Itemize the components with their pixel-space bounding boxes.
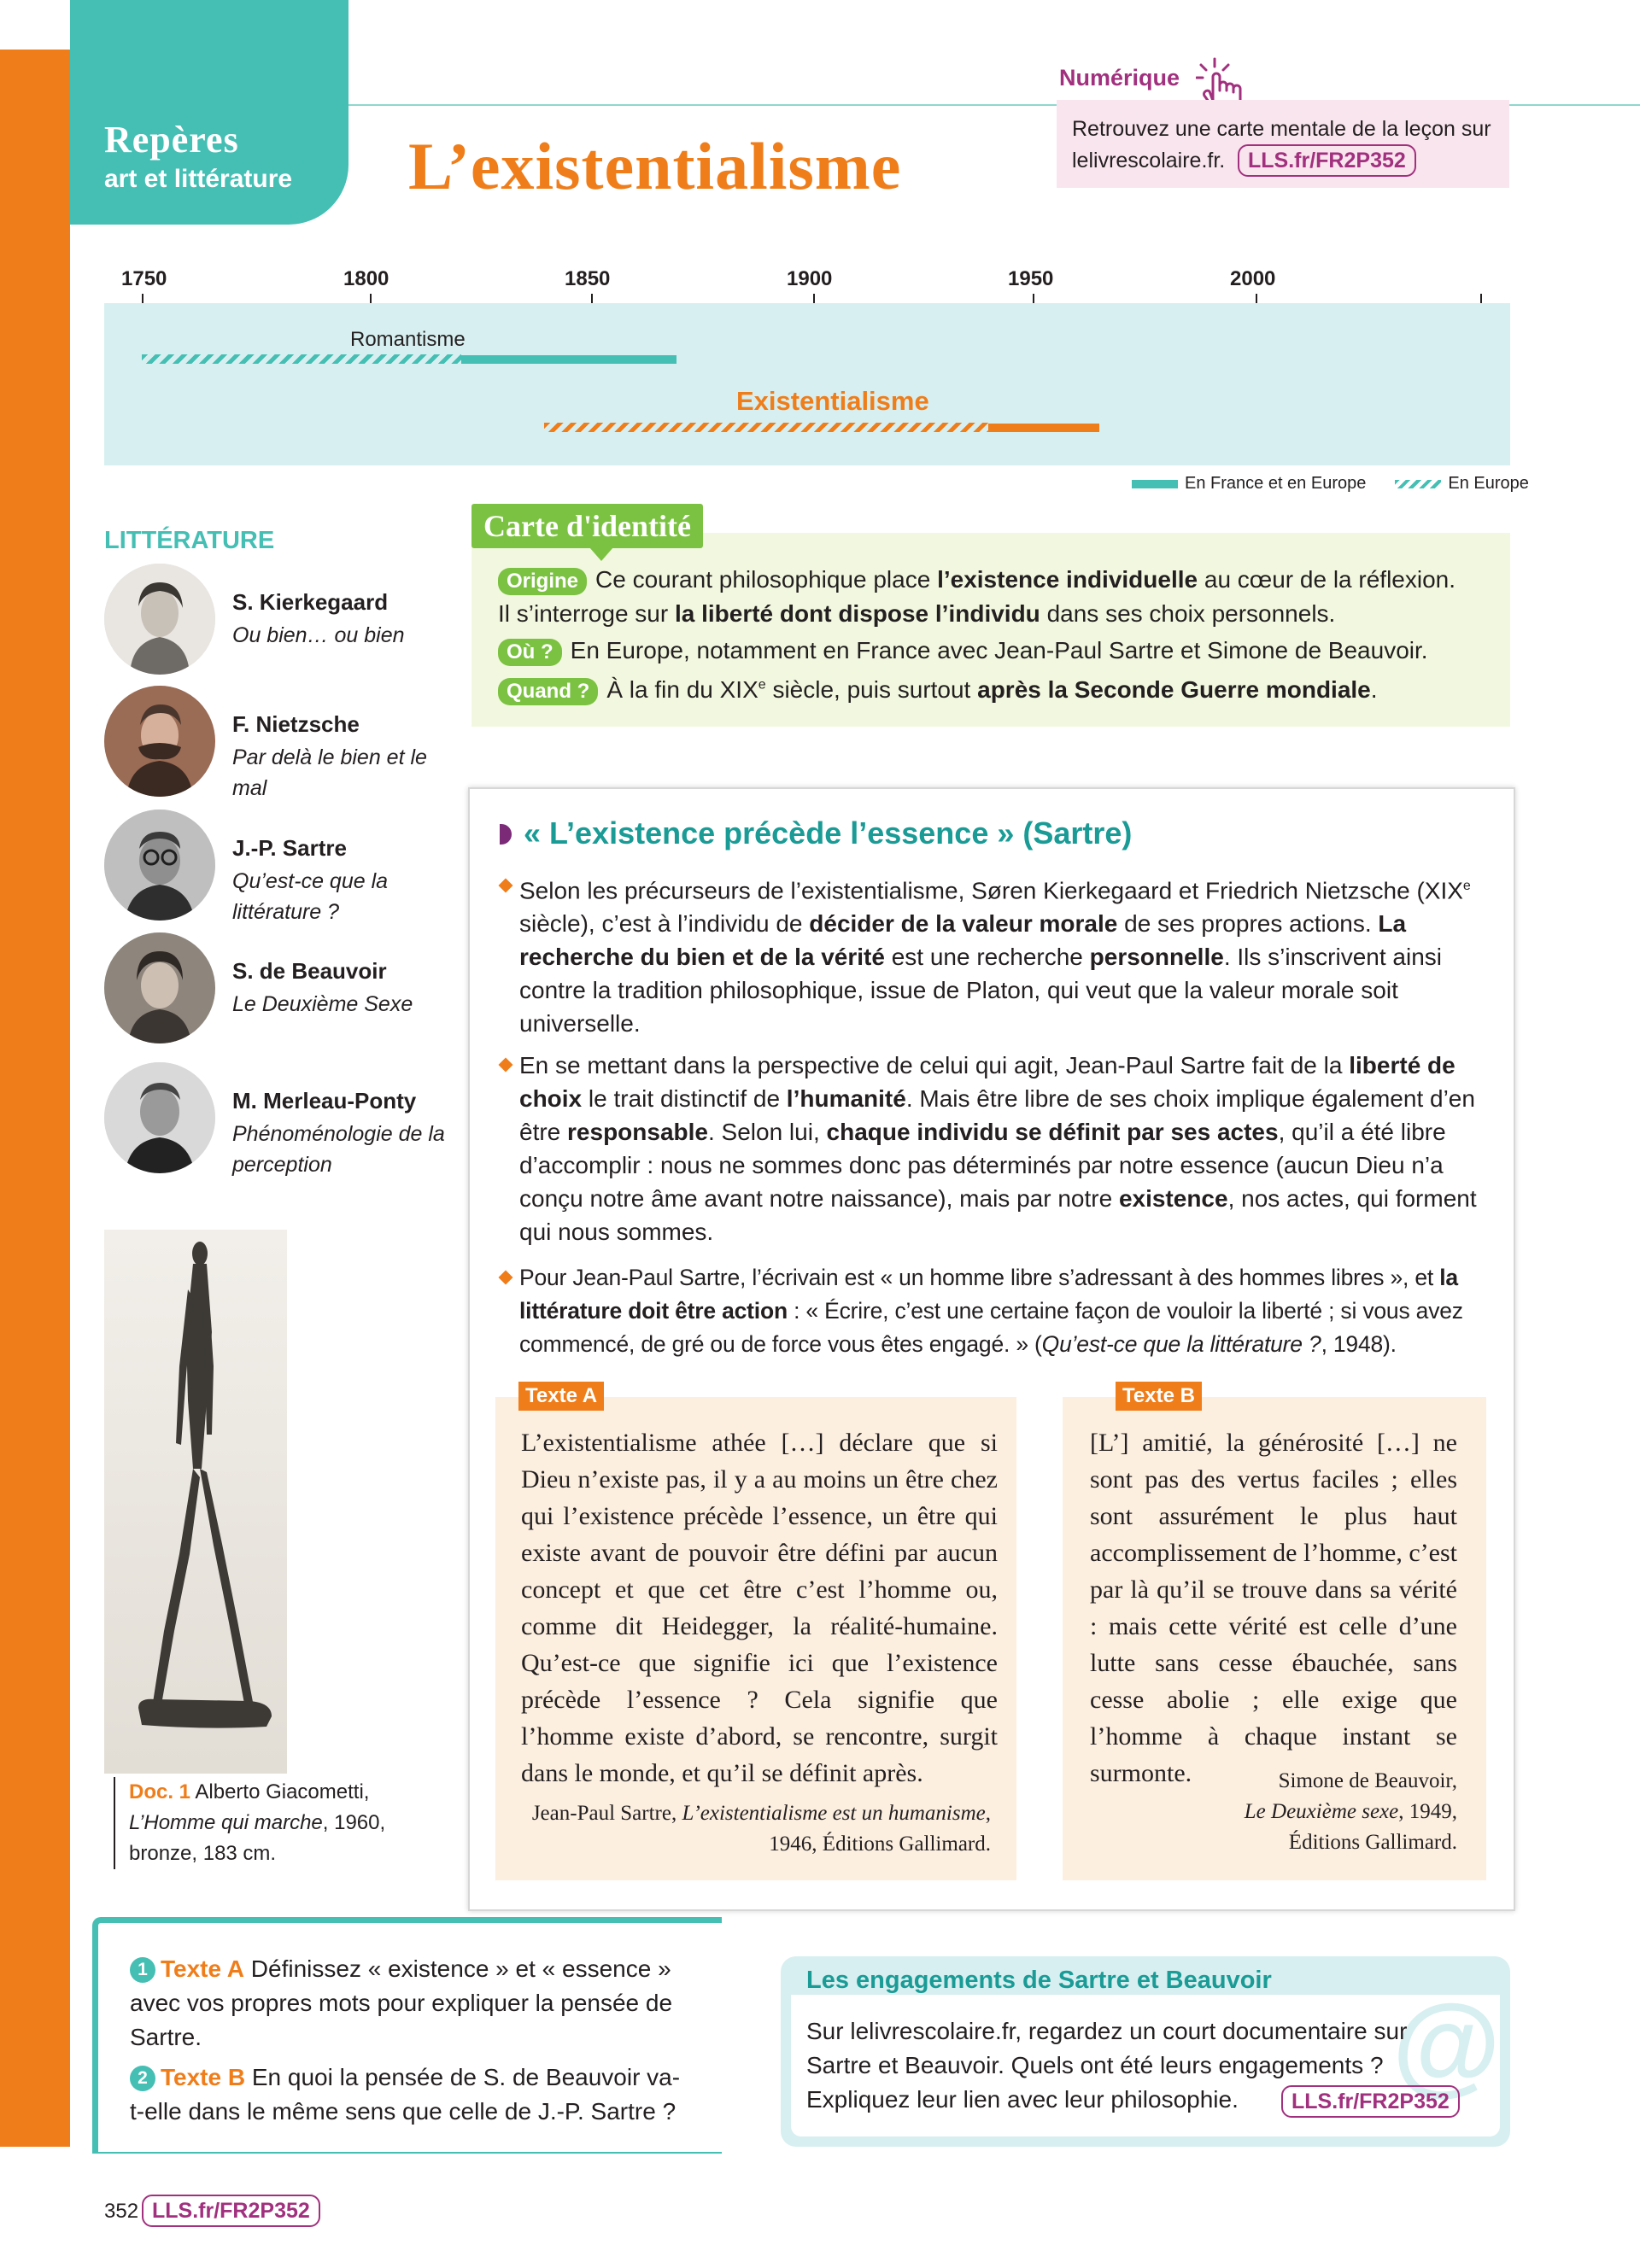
texte-b-source bbox=[1090, 1766, 1457, 1858]
beauvoir-portrait bbox=[104, 932, 215, 1043]
bold-text: décider de la valeur morale bbox=[809, 910, 1118, 938]
source-publisher: Éditions Gallimard. bbox=[1288, 1831, 1457, 1854]
texte-b-body: [L’] amitié, la générosité […] ne sont pas des vertus faciles ; elles sont assurément le plus haut accomplissement de l’homme, c’est par là qu’il se trouve dans sa vérité : mais cette vérité est celle d’une lutte sans cesse ébauchée, sans cesse abolie ; elle exige que l’homme à chaque instant se surmonte. bbox=[1090, 1429, 1457, 1787]
author-merleau-ponty bbox=[104, 1062, 463, 1175]
author-work: Ou bien… ou bien bbox=[232, 623, 405, 647]
quand-text: . bbox=[1370, 676, 1378, 703]
doc1-material: bronze, 183 cm. bbox=[129, 1842, 277, 1865]
legend-solid-label: En France et en Europe bbox=[1185, 474, 1367, 493]
author-name: S. de Beauvoir bbox=[232, 958, 387, 984]
source-title: L’existentialisme est un humanisme bbox=[682, 1802, 986, 1825]
text: : « Écrire, c’est une certaine façon de vouloir la liberté ; si vous avez commencé, de gré ou de force vous êtes engagé. » ( bbox=[519, 1298, 1463, 1357]
text: le trait distinctif de bbox=[582, 1085, 787, 1112]
legend-hatched-label: En Europe bbox=[1448, 474, 1529, 493]
section-label: Repères bbox=[104, 119, 239, 161]
at-sign-icon: @ bbox=[1392, 1981, 1501, 2106]
author-work: Le Deuxième Sexe bbox=[232, 992, 413, 1016]
text: . Mais être libre de ses choix implique également d’en être bbox=[519, 1085, 1475, 1145]
year-1800: 1800 bbox=[343, 267, 390, 290]
year-1750: 1750 bbox=[121, 267, 167, 290]
text: de ses propres actions. bbox=[1117, 910, 1379, 938]
bold-text: liberté de choix bbox=[519, 1052, 1456, 1112]
romantisme-bar-france bbox=[461, 355, 676, 364]
text: est une recherche bbox=[884, 944, 1090, 971]
origine-text: au cœur de la réflexion. bbox=[1198, 566, 1456, 593]
text: . Selon lui, bbox=[707, 1119, 827, 1145]
question-ref: Texte A bbox=[161, 1955, 245, 1982]
engagement-text-2: Sartre et Beauvoir. Quels ont été leurs engagements ? bbox=[806, 2052, 1384, 2078]
kierkegaard-portrait bbox=[104, 564, 215, 675]
nietzsche-portrait bbox=[104, 686, 215, 797]
existentialisme-bar-france bbox=[988, 424, 1099, 432]
engagement-text-3: Expliquez leur lien avec leur philosophie. bbox=[806, 2086, 1239, 2113]
text: Pour Jean-Paul Sartre, l’écrivain est « un homme libre s’adressant à des hommes libres », et bbox=[519, 1265, 1440, 1290]
walking-man-sculpture-image bbox=[104, 1230, 287, 1774]
origine-pill: Origine bbox=[498, 568, 587, 595]
section-tab bbox=[70, 0, 348, 225]
article-heading bbox=[500, 815, 1132, 851]
superscript: e bbox=[758, 677, 766, 693]
author-sartre bbox=[104, 810, 463, 922]
doc1-details: , 1960, bbox=[322, 1811, 386, 1834]
texte-a-source bbox=[521, 1798, 991, 1860]
italic-text: Qu’est-ce que la littérature ? bbox=[1041, 1331, 1321, 1357]
superscript: e bbox=[1462, 879, 1471, 893]
quand-text: À la fin du XIX bbox=[606, 676, 758, 703]
doc1-image bbox=[104, 1230, 287, 1774]
question-number: 1 bbox=[130, 1957, 155, 1983]
year-1950: 1950 bbox=[1008, 267, 1054, 290]
question-1 bbox=[130, 1952, 694, 2055]
existentialisme-label: Existentialisme bbox=[736, 386, 929, 416]
page-number: 352 bbox=[104, 2200, 139, 2223]
source-author: Jean-Paul Sartre, bbox=[531, 1802, 682, 1825]
numerique-text-2: lelivrescolaire.fr. bbox=[1072, 149, 1226, 172]
sartre-portrait bbox=[104, 810, 215, 921]
timeline-band bbox=[104, 303, 1510, 465]
ou-pill: Où ? bbox=[498, 639, 562, 666]
article-paragraph-2 bbox=[519, 1049, 1485, 1248]
author-name: J.-P. Sartre bbox=[232, 835, 347, 861]
engagement-link[interactable]: LLS.fr/FR2P352 bbox=[1281, 2085, 1460, 2118]
timeline-legend bbox=[1132, 474, 1529, 494]
literature-heading: LITTÉRATURE bbox=[104, 527, 275, 554]
doc1-title: L’Homme qui marche bbox=[129, 1811, 323, 1834]
author-kierkegaard bbox=[104, 564, 463, 676]
numerique-text: Retrouvez une carte mentale de la leçon sur bbox=[1072, 117, 1491, 141]
texte-b-tag: Texte B bbox=[1116, 1382, 1202, 1411]
text: En se mettant dans la perspective de celui qui agit, Jean-Paul Sartre fait de la bbox=[519, 1052, 1350, 1078]
question-text: En quoi la pensée de S. de Beauvoir va-t-elle dans le même sens que celle de J.-P. Sartre ? bbox=[130, 2064, 681, 2125]
origine-bold: la liberté dont dispose l’individu bbox=[674, 600, 1040, 627]
numerique-label: Numérique bbox=[1059, 65, 1180, 91]
bold-text: La recherche du bien et de la vérité bbox=[519, 910, 1407, 971]
text: . Ils s’inscrivent ainsi contre la tradition philosophique, issue de Platon, qui veut que la valeur morale soit universelle. bbox=[519, 944, 1443, 1038]
quand-pill: Quand ? bbox=[498, 678, 598, 705]
question-text: Définissez « existence » et « essence » avec vos propres mots pour expliquer la pensée de Sartre. bbox=[130, 1955, 673, 2050]
text: siècle), c’est à l’individu de bbox=[519, 910, 810, 938]
page-title: L’existentialisme bbox=[408, 129, 902, 203]
author-name: F. Nietzsche bbox=[232, 711, 360, 737]
merleau-ponty-portrait bbox=[104, 1062, 215, 1173]
bold-text: l’humanité bbox=[786, 1085, 906, 1112]
text: , nos actes, qui forment qui nous sommes. bbox=[519, 1185, 1477, 1245]
question-ref: Texte B bbox=[161, 2064, 246, 2090]
identity-card-tag: Carte d'identité bbox=[472, 504, 703, 548]
identity-origine-line-2 bbox=[498, 600, 1335, 628]
quand-bold: après la Seconde Guerre mondiale bbox=[977, 676, 1371, 703]
romantisme-label: Romantisme bbox=[350, 328, 466, 351]
romantisme-bar-europe bbox=[142, 354, 461, 364]
texte-a-body: L’existentialisme athée […] déclare que si Dieu n’existe pas, il y a au moins un être chez qui l’existence précède l’essence, un être qui existe avant de pouvoir être défini par aucun concept et que cet être c’est l’homme ou, comme dit Heidegger, la réalité-humaine. Qu’est-ce que signifie ici que l’existence précède l’essence ? Cela signifie que l’homme existe d’abord, se rencontre, surgit dans le monde, et qu’il se définit après. bbox=[521, 1429, 998, 1787]
numerique-box bbox=[1057, 100, 1509, 188]
author-work: Qu’est-ce que la littérature ? bbox=[232, 869, 389, 924]
ou-text: En Europe, notamment en France avec Jean-Paul Sartre et Simone de Beauvoir. bbox=[570, 637, 1428, 663]
source-year: , 1949, bbox=[1398, 1800, 1457, 1823]
source-details: , 1946, Éditions Gallimard. bbox=[769, 1802, 991, 1856]
text: , qu’il a été libre d’accomplir : nous ne sommes donc pas déterminés par notre essence (aucun Dieu n’a conçu notre âme avant notre naissance), mais par notre bbox=[519, 1119, 1446, 1212]
text: Selon les précurseurs de l’existentialisme, Søren Kierkegaard et Friedrich Nietzsche (XIX bbox=[519, 877, 1463, 904]
origine-bold: l’existence individuelle bbox=[937, 566, 1198, 593]
author-work: Par delà le bien et le mal bbox=[232, 745, 427, 800]
question-2 bbox=[130, 2060, 694, 2129]
bold-text: personnelle bbox=[1089, 944, 1224, 971]
doc1-artist: Alberto Giacometti, bbox=[190, 1780, 370, 1803]
identity-ou-line bbox=[498, 637, 1428, 666]
legend-solid-swatch bbox=[1132, 480, 1178, 488]
author-name: S. Kierkegaard bbox=[232, 589, 389, 615]
texte-a-tag: Texte A bbox=[518, 1382, 604, 1411]
identity-quand-line bbox=[498, 676, 1378, 705]
bold-text: chaque individu se définit par ses actes bbox=[826, 1119, 1279, 1145]
year-1850: 1850 bbox=[565, 267, 611, 290]
doc1-ref: Doc. 1 bbox=[129, 1780, 191, 1803]
side-strip bbox=[0, 50, 70, 2147]
article-heading-text: « L’existence précède l’essence » (Sartre) bbox=[524, 815, 1133, 850]
bold-text: la littérature doit être action bbox=[519, 1265, 1458, 1324]
numerique-link[interactable]: LLS.fr/FR2P352 bbox=[1238, 144, 1416, 177]
author-beauvoir bbox=[104, 932, 463, 1045]
engagement-text-1: Sur lelivrescolaire.fr, regardez un court documentaire sur bbox=[806, 2018, 1408, 2044]
legend-hatched-swatch bbox=[1395, 480, 1441, 488]
author-work: Phénoménologie de la perception bbox=[232, 1122, 445, 1177]
article-paragraph-1 bbox=[519, 869, 1485, 1040]
heading-marker-icon bbox=[500, 824, 512, 845]
identity-tag-pointer bbox=[589, 547, 613, 561]
existentialisme-bar-europe bbox=[544, 423, 988, 432]
question-number: 2 bbox=[130, 2066, 155, 2091]
origine-text: Il s’interroge sur bbox=[498, 600, 675, 627]
doc1-caption bbox=[114, 1777, 436, 1869]
article-paragraph-3 bbox=[519, 1261, 1485, 1361]
source-author: Simone de Beauvoir, bbox=[1278, 1769, 1457, 1792]
year-1900: 1900 bbox=[787, 267, 833, 290]
bold-text: responsable bbox=[567, 1119, 708, 1145]
source-title: Le Deuxième sexe bbox=[1244, 1800, 1399, 1823]
section-sublabel: art et littérature bbox=[104, 165, 293, 193]
origine-text: dans ses choix personnels. bbox=[1040, 600, 1336, 627]
quand-text: siècle, puis surtout bbox=[765, 676, 978, 703]
origine-text: Ce courant philosophique place bbox=[595, 566, 938, 593]
bold-text: existence bbox=[1118, 1185, 1228, 1212]
engagement-title: Les engagements de Sartre et Beauvoir bbox=[806, 1967, 1272, 1994]
author-name: M. Merleau-Ponty bbox=[232, 1088, 417, 1114]
text: , 1948). bbox=[1321, 1331, 1397, 1357]
year-2000: 2000 bbox=[1230, 267, 1276, 290]
identity-origine-line bbox=[498, 566, 1456, 595]
footer-link[interactable]: LLS.fr/FR2P352 bbox=[142, 2195, 320, 2227]
author-nietzsche bbox=[104, 686, 463, 798]
